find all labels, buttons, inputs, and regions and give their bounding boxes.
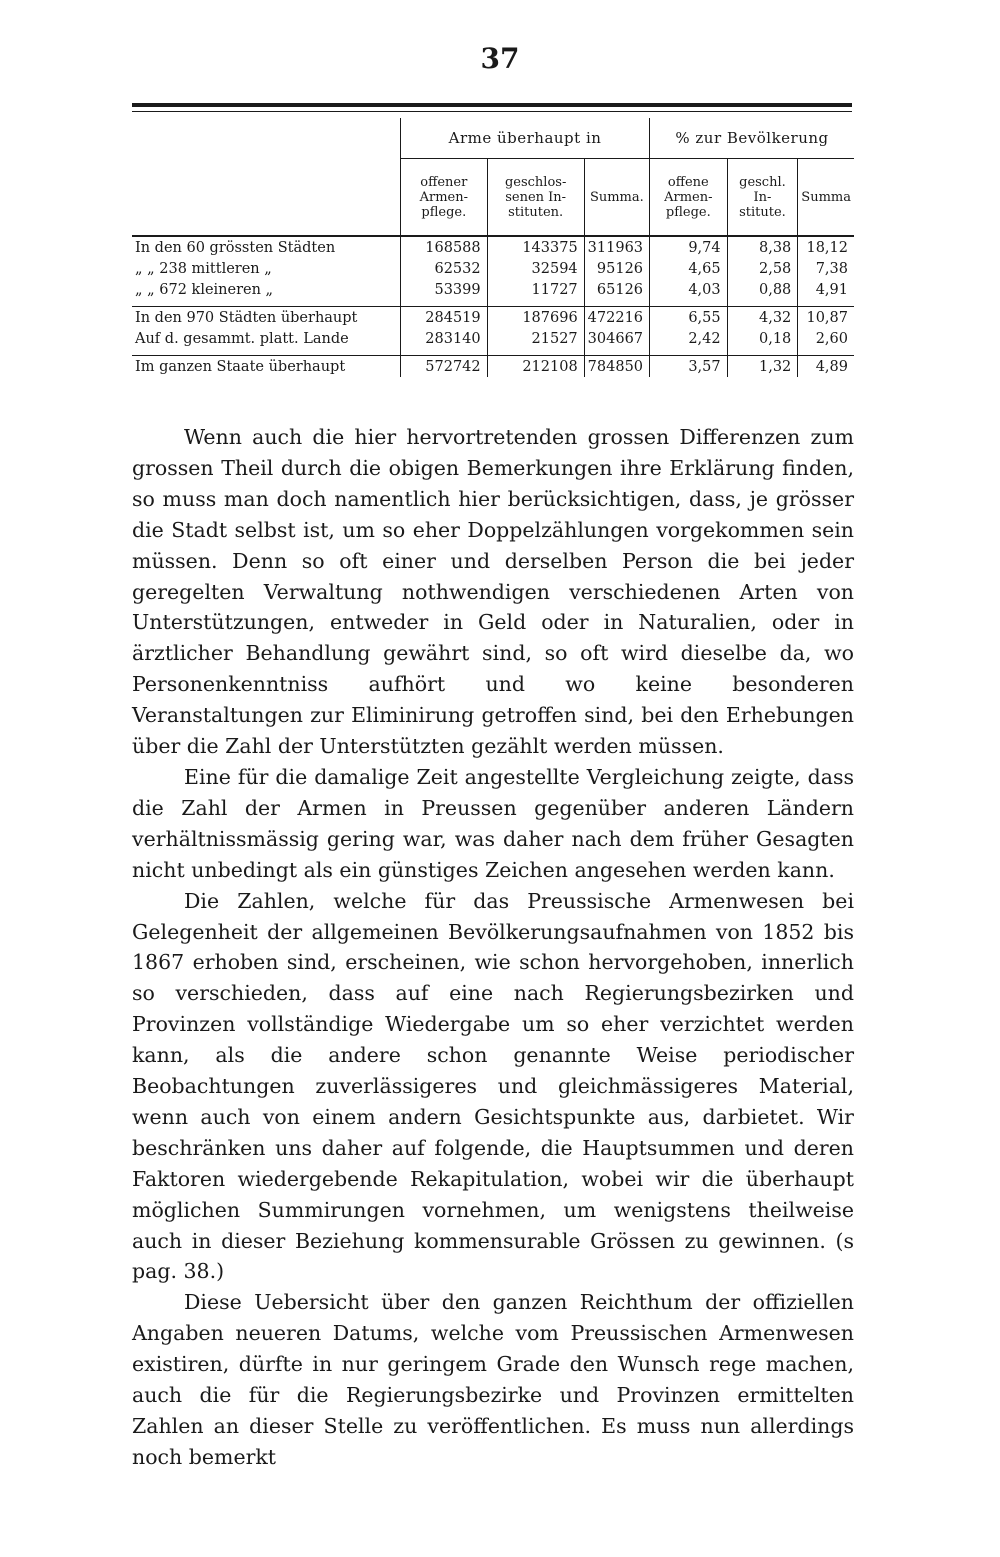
cell-value: 32594 [487, 258, 584, 279]
row-label: Auf d. gesammt. platt. Lande [135, 330, 349, 347]
page-number: 37 [480, 42, 520, 75]
cell-value: 2,60 [798, 328, 854, 349]
cell-value: 95126 [584, 258, 649, 279]
cell-value: 304667 [584, 328, 649, 349]
paragraph: Wenn auch die hier hervortretenden grossen Differenzen zum grossen Theil durch die obigen Bemerkungen ihre Erklärung finden, so muss man doch namentlich hier berücksichtigen, dass, je grösser die Stadt selbst ist, um so eher Doppelzählungen vorgekommen sein müssen. Denn so oft einer und derselben Person die bei jeder geregelten Verwaltung nothwendigen verschiedenen Arten von Unterstützungen, entweder in Geld oder in Naturalien, oder in ärztlicher Behandlung gewährt sind, so oft wird dieselbe da, wo Personenkenntniss aufhört und wo keine besonderen Veranstaltungen zur Eliminirung getroffen sind, bei den Erhebungen über die Zahl der Unterstützten gezählt werden müssen. [132, 425, 854, 759]
cell-value: 212108 [487, 356, 584, 378]
cell-value: 4,91 [798, 279, 854, 300]
cell-value: 8,38 [727, 236, 798, 258]
body-text [132, 422, 854, 1473]
table-row [132, 328, 854, 349]
cell-value: 10,87 [798, 307, 854, 329]
cell-value: 0,88 [727, 279, 798, 300]
cell-value: 53399 [401, 279, 488, 300]
group-header-percent: % zur Bevölkerung [650, 118, 854, 159]
cell-value: 4,65 [650, 258, 728, 279]
cell-value: 4,03 [650, 279, 728, 300]
cell-value: 1,32 [727, 356, 798, 378]
cell-value: 21527 [487, 328, 584, 349]
table-row [132, 236, 854, 258]
col-header-open-relief: offener Armen-pflege. [401, 159, 488, 237]
paragraph: Die Zahlen, welche für das Preussische Armenwesen bei Gelegenheit der allgemeinen Bevölkerungsaufnahmen von 1852 bis 1867 erhoben sind, erscheinen, wie schon hervorgehoben, innerlich so verschieden, dass auf eine nach Regierungsbezirken und Provinzen vollständige Wiedergabe um so eher verzichtet werden kann, als die andere schon genannte Weise periodischer Beobachtungen zuverlässigeres und gleichmässigeres Material, wenn auch von einem andern Gesichtspunkte aus, darbietet. Wir beschränken uns daher auf folgende, die Hauptsummen und deren Faktoren wiedergebende Rekapitulation, wobei wir die überhaupt möglichen Summirungen vornehmen, um wenigstens theilweise auch in dieser Beziehung kommensurable Grössen zu gewinnen. (s pag. 38.) [132, 888, 854, 1284]
cell-value: 2,58 [727, 258, 798, 279]
row-label: „ „ 238 mittleren „ [135, 260, 272, 277]
cell-value: 18,12 [798, 236, 854, 258]
col-header-institutions: geschlos-senen In-stituten. [487, 159, 584, 237]
cell-value: 3,57 [650, 356, 728, 378]
cell-value: 143375 [487, 236, 584, 258]
table-row-total [132, 356, 854, 378]
cell-value: 784850 [584, 356, 649, 378]
table-row [132, 307, 854, 329]
group-header-absolute: Arme überhaupt in [401, 118, 650, 159]
row-label: Im ganzen Staate überhaupt [132, 356, 401, 378]
cell-value: 572742 [401, 356, 488, 378]
cell-value: 9,74 [650, 236, 728, 258]
cell-value: 4,89 [798, 356, 854, 378]
col-header-sum-pct: Summa [798, 159, 854, 237]
paragraph: Eine für die damalige Zeit angestellte Vergleichung zeigte, dass die Zahl der Armen in Preussen gegenüber anderen Ländern verhältnissmässig gering war, was daher nach dem früher Gesagten nicht unbedingt als ein günstiges Zeichen angesehen werden kann. [132, 764, 854, 882]
paragraph: Diese Uebersicht über den ganzen Reichthum der offiziellen Angaben neueren Datums, welche vom Preussischen Armenwesen existiren, dürfte in nur geringem Grade den Wunsch rege machen, auch die für die Regierungsbezirke und Provinzen ermittelten Zahlen an dieser Stelle zu veröffentlichen. Es muss nun allerdings noch bemerkt [132, 1290, 854, 1469]
header-rule-thin [132, 111, 852, 112]
group-header-row [132, 118, 854, 159]
cell-value: 168588 [401, 236, 488, 258]
cell-value: 0,18 [727, 328, 798, 349]
stub-header-empty [132, 118, 401, 159]
cell-value: 11727 [487, 279, 584, 300]
cell-value: 65126 [584, 279, 649, 300]
col-header-open-relief-pct: offene Armen-pflege. [650, 159, 728, 237]
cell-value: 472216 [584, 307, 649, 329]
col-header-institutions-pct: geschl. In-stitute. [727, 159, 798, 237]
table-row [132, 258, 854, 279]
cell-value: 187696 [487, 307, 584, 329]
stub-subheader-empty [132, 159, 401, 237]
row-label: In den 60 grössten Städten [132, 236, 401, 258]
row-label: In den 970 Städten überhaupt [132, 307, 401, 329]
table-row [132, 279, 854, 300]
sub-header-row [132, 159, 854, 237]
cell-value: 283140 [401, 328, 488, 349]
row-label: „ „ 672 kleineren „ [135, 281, 274, 298]
cell-value: 311963 [584, 236, 649, 258]
cell-value: 284519 [401, 307, 488, 329]
col-header-sum: Summa. [584, 159, 649, 237]
header-rule-thick [132, 103, 852, 107]
poor-relief-table [132, 118, 854, 377]
cell-value: 7,38 [798, 258, 854, 279]
cell-value: 2,42 [650, 328, 728, 349]
cell-value: 6,55 [650, 307, 728, 329]
cell-value: 4,32 [727, 307, 798, 329]
cell-value: 62532 [401, 258, 488, 279]
